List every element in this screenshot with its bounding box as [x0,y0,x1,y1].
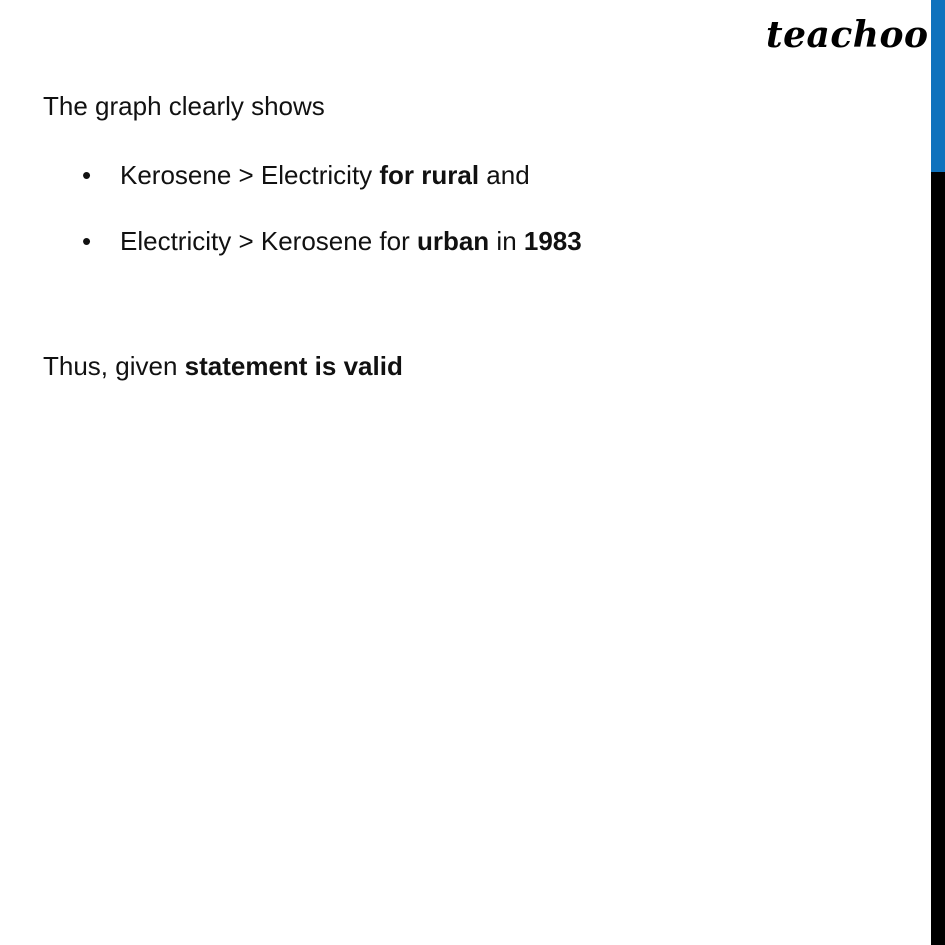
bullet-text: and [479,160,530,190]
bullet-dot: • [82,226,92,256]
bullet-text: Kerosene > Electricity [120,160,380,190]
bullet-list [80,156,582,288]
intro-text: The graph clearly shows [43,91,325,121]
conclusion-prefix: Thus, given [43,351,185,381]
bullet-text: in [489,226,524,256]
list-item-rural [80,156,582,222]
bullet-bold-text: for rural [379,160,480,190]
side-bar-accent [931,0,945,172]
bullet-text: Electricity > Kerosene for [120,226,417,256]
side-bar [931,0,945,945]
conclusion-text [43,351,403,382]
list-item-urban [80,222,582,288]
bullet-dot: • [82,160,92,190]
teachoo-logo: teachoo [766,14,929,56]
bullet-bold-text: urban [416,226,490,256]
conclusion-bold: statement is valid [184,351,403,381]
bullet-bold-year: 1983 [523,226,582,256]
